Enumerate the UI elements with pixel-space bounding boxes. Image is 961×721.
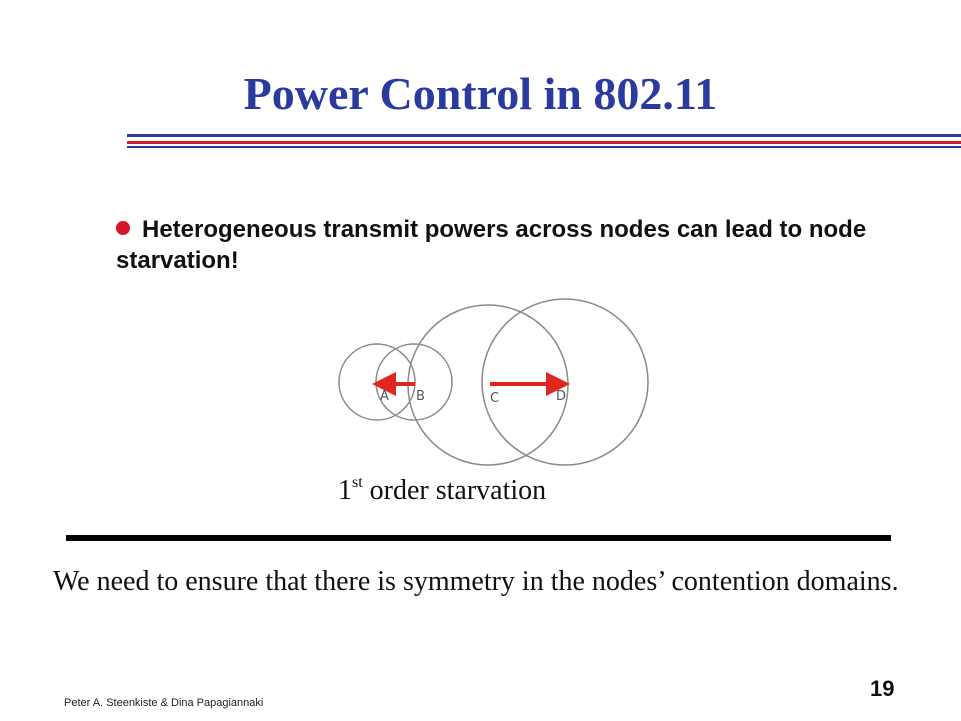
- slide-title: Power Control in 802.11: [243, 68, 718, 119]
- node-label-c: C: [490, 391, 500, 406]
- page-number: 19: [870, 676, 895, 701]
- bullet-text: Heterogeneous transmit powers across nodes can lead to node starvation!: [116, 216, 867, 274]
- node-label-d: D: [556, 389, 567, 404]
- bullet-item: [116, 214, 876, 276]
- bullet-dot-icon: [116, 221, 130, 235]
- title-rule-blue: [127, 134, 961, 137]
- node-label-b: B: [416, 389, 425, 404]
- title-rule-gap: [127, 138, 961, 140]
- diagram-caption: [338, 474, 546, 507]
- title-rule-red: [127, 141, 961, 144]
- caption-text: order starvation: [362, 475, 547, 506]
- title-rule-blue-thin: [127, 146, 961, 148]
- caption-superscript: st: [352, 474, 363, 491]
- note-text: We need to ensure that there is symmetry in the nodes’ contention domains.: [53, 566, 899, 597]
- section-divider: [66, 535, 891, 541]
- starvation-diagram: [330, 290, 660, 470]
- node-label-a: A: [380, 389, 389, 404]
- caption-number: 1: [338, 475, 352, 506]
- footer-authors: Peter A. Steenkiste & Dina Papagiannaki: [64, 697, 264, 709]
